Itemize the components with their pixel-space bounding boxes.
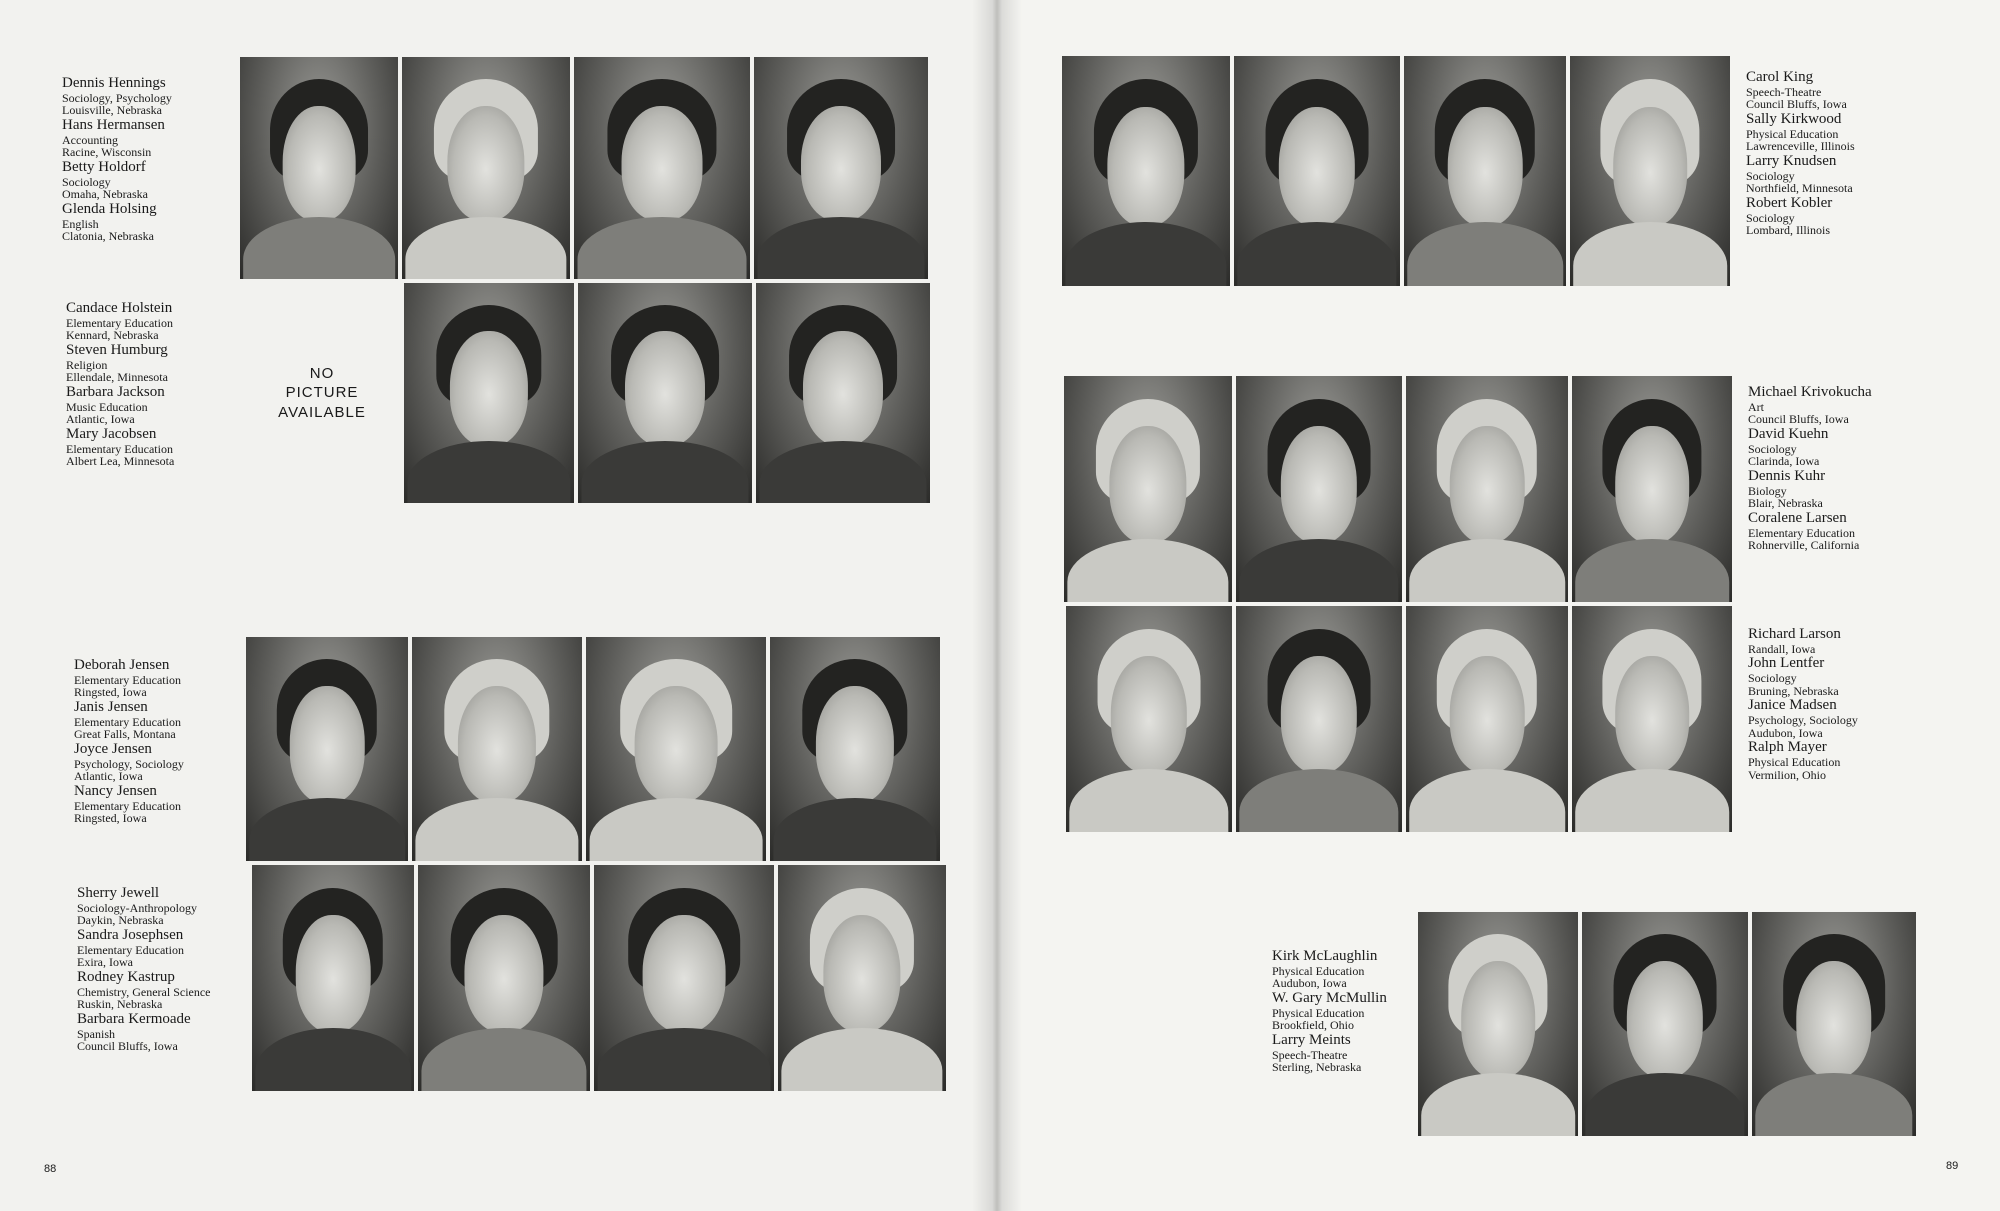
student-entry (74, 742, 184, 783)
student-major: Chemistry, General Science (77, 984, 211, 999)
student-entry (1746, 70, 1855, 111)
portrait-photo (246, 637, 408, 861)
student-name: John Lentfer (1748, 655, 1825, 672)
student-entry (77, 886, 211, 927)
student-hometown: Audubon, Iowa (1748, 725, 1823, 740)
portrait-photo (574, 57, 750, 279)
student-entry (1748, 427, 1872, 468)
student-hometown: Kennard, Nebraska (66, 328, 159, 343)
student-entry (1746, 112, 1855, 153)
student-hometown: Randall, Iowa (1748, 641, 1816, 656)
student-entry (1748, 385, 1872, 426)
student-name: Steven Humburg (66, 341, 168, 358)
student-hometown: Racine, Wisconsin (62, 145, 152, 160)
student-name: Ralph Mayer (1748, 739, 1827, 756)
portrait-photo (240, 57, 398, 279)
student-name: Betty Holdorf (62, 158, 146, 175)
student-hometown: Clatonia, Nebraska (62, 229, 154, 244)
student-name: Dennis Kuhr (1748, 467, 1826, 484)
student-hometown: Louisville, Nebraska (62, 103, 162, 118)
portrait-photo (418, 865, 590, 1091)
portrait-photo (1570, 56, 1730, 286)
student-hometown: Daykin, Nebraska (77, 913, 164, 928)
portrait-photo (770, 637, 940, 861)
student-major: Physical Education (1746, 126, 1839, 141)
student-hometown: Exira, Iowa (77, 955, 133, 970)
student-name: Joyce Jensen (74, 740, 152, 757)
caption-group-1 (62, 76, 172, 244)
portrait-photo (1062, 56, 1230, 286)
student-major: Religion (66, 357, 108, 372)
student-major: Sociology (62, 174, 111, 189)
student-entry (1272, 1033, 1387, 1074)
portrait-photo (578, 283, 752, 503)
student-entry (77, 928, 211, 969)
caption-group-3 (74, 658, 184, 826)
student-major: Elementary Education (77, 942, 184, 957)
student-major: English (62, 216, 99, 231)
student-name: Richard Larson (1748, 626, 1841, 642)
no-picture-line3: AVAILABLE (278, 403, 366, 421)
student-major: Spanish (77, 1026, 116, 1041)
portrait-photo (1572, 606, 1732, 832)
student-major: Elementary Education (1748, 525, 1855, 540)
student-major: Music Education (66, 399, 148, 414)
portrait-photo (412, 637, 582, 861)
portrait-photo (586, 637, 766, 861)
student-name: Robert Kobler (1746, 194, 1833, 211)
book-gutter (972, 0, 1022, 1211)
student-name: Larry Knudsen (1746, 152, 1837, 169)
student-name: Janis Jensen (74, 698, 148, 715)
student-name: W. Gary McMullin (1272, 989, 1387, 1006)
student-name: Glenda Holsing (62, 200, 157, 217)
student-hometown: Ringsted, Iowa (74, 685, 147, 700)
student-name: Rodney Kastrup (77, 968, 175, 985)
portrait-photo (1418, 912, 1578, 1136)
student-hometown: Vermilion, Ohio (1748, 767, 1826, 782)
student-major: Art (1748, 399, 1764, 414)
caption-group-5 (1746, 70, 1855, 238)
student-major: Sociology (1746, 210, 1795, 225)
student-entry (1748, 740, 1858, 781)
student-major: Sociology (1746, 168, 1795, 183)
student-hometown: Blair, Nebraska (1748, 496, 1823, 511)
student-entry (1748, 469, 1872, 510)
portrait-photo (756, 283, 930, 503)
student-entry (66, 385, 174, 426)
caption-group-2 (66, 301, 174, 469)
student-major: Speech-Theatre (1272, 1047, 1348, 1062)
portrait-photo (778, 865, 946, 1091)
student-major: Psychology, Sociology (74, 756, 184, 771)
portrait-photo (594, 865, 774, 1091)
student-name: Hans Hermansen (62, 116, 165, 133)
portrait-photo (1404, 56, 1566, 286)
student-major: Psychology, Sociology (1748, 713, 1858, 728)
student-major: Elementary Education (66, 315, 173, 330)
portrait-photo (404, 283, 574, 503)
student-major: Physical Education (1272, 1005, 1365, 1020)
student-entry (77, 1012, 211, 1053)
student-major: Speech-Theatre (1746, 84, 1822, 99)
student-hometown: Clarinda, Iowa (1748, 454, 1820, 469)
student-entry (62, 202, 172, 243)
student-entry (62, 76, 172, 117)
student-name: Barbara Jackson (66, 383, 165, 400)
caption-group-6 (1748, 385, 1872, 553)
student-hometown: Great Falls, Montana (74, 727, 176, 742)
no-picture-line2: PICTURE (285, 384, 359, 402)
student-entry (1748, 627, 1858, 655)
student-entry (62, 118, 172, 159)
student-hometown: Albert Lea, Minnesota (66, 454, 175, 469)
student-major: Elementary Education (74, 798, 181, 813)
student-major: Accounting (62, 132, 118, 147)
portrait-photo (1236, 606, 1402, 832)
portrait-photo (1066, 606, 1232, 832)
student-name: Sally Kirkwood (1746, 110, 1842, 127)
student-hometown: Council Bluffs, Iowa (1746, 97, 1847, 112)
portrait-photo (1572, 376, 1732, 602)
student-name: Carol King (1746, 69, 1814, 85)
student-name: Dennis Hennings (62, 75, 166, 91)
student-name: Barbara Kermoade (77, 1010, 191, 1027)
student-hometown: Lawrenceville, Illinois (1746, 139, 1855, 154)
caption-group-7 (1748, 627, 1858, 782)
student-name: Candace Holstein (66, 300, 173, 316)
portrait-photo (1582, 912, 1748, 1136)
student-entry (74, 658, 184, 699)
student-hometown: Council Bluffs, Iowa (1748, 412, 1849, 427)
student-major: Biology (1748, 483, 1787, 498)
student-major: Elementary Education (74, 714, 181, 729)
student-name: Kirk McLaughlin (1272, 948, 1378, 964)
student-name: Mary Jacobsen (66, 425, 157, 442)
student-name: Nancy Jensen (74, 782, 157, 799)
student-hometown: Omaha, Nebraska (62, 187, 148, 202)
student-entry (66, 301, 174, 342)
student-hometown: Brookfield, Ohio (1272, 1018, 1354, 1033)
student-entry (74, 700, 184, 741)
student-hometown: Ellendale, Minnesota (66, 370, 168, 385)
portrait-photo (1236, 376, 1402, 602)
page-number-left: 88 (44, 1163, 57, 1175)
student-hometown: Atlantic, Iowa (66, 412, 135, 427)
student-major: Sociology, Psychology (62, 90, 172, 105)
portrait-photo (1752, 912, 1916, 1136)
student-major: Elementary Education (66, 441, 173, 456)
student-major: Physical Education (1272, 963, 1365, 978)
caption-group-4 (77, 886, 211, 1054)
student-hometown: Atlantic, Iowa (74, 769, 143, 784)
caption-group-8 (1272, 949, 1387, 1075)
student-name: Sandra Josephsen (77, 926, 184, 943)
portrait-photo (1234, 56, 1400, 286)
student-entry (77, 970, 211, 1011)
student-entry (1746, 154, 1855, 195)
student-name: David Kuehn (1748, 425, 1829, 442)
student-major: Sociology (1748, 671, 1797, 686)
student-major: Sociology (1748, 441, 1797, 456)
student-name: Janice Madsen (1748, 697, 1837, 714)
portrait-photo (252, 865, 414, 1091)
student-hometown: Audubon, Iowa (1272, 976, 1347, 991)
student-hometown: Ruskin, Nebraska (77, 997, 163, 1012)
student-name: Sherry Jewell (77, 885, 160, 901)
portrait-photo (1406, 606, 1568, 832)
student-hometown: Lombard, Illinois (1746, 223, 1830, 238)
student-major: Physical Education (1748, 754, 1841, 769)
student-hometown: Sterling, Nebraska (1272, 1060, 1362, 1075)
portrait-photo (1064, 376, 1232, 602)
student-entry (66, 343, 174, 384)
portrait-photo (1406, 376, 1568, 602)
student-name: Michael Krivokucha (1748, 384, 1872, 400)
student-major: Sociology-Anthropology (77, 900, 197, 915)
student-entry (1272, 991, 1387, 1032)
student-entry (1746, 196, 1855, 237)
student-name: Larry Meints (1272, 1031, 1351, 1048)
student-major: Elementary Education (74, 672, 181, 687)
student-name: Deborah Jensen (74, 657, 170, 673)
student-hometown: Northfield, Minnesota (1746, 181, 1853, 196)
student-entry (74, 784, 184, 825)
student-entry (66, 427, 174, 468)
student-hometown: Council Bluffs, Iowa (77, 1039, 178, 1054)
student-entry (1272, 949, 1387, 990)
portrait-photo (402, 57, 570, 279)
no-picture-line1: NO (309, 364, 335, 382)
student-hometown: Ringsted, Iowa (74, 811, 147, 826)
student-entry (1748, 656, 1858, 697)
student-entry (1748, 511, 1872, 552)
student-entry (1748, 698, 1858, 739)
no-picture-placeholder (244, 283, 400, 503)
portrait-photo (754, 57, 928, 279)
student-entry (62, 160, 172, 201)
student-hometown: Rohnerville, California (1748, 538, 1860, 553)
student-name: Coralene Larsen (1748, 509, 1847, 526)
student-hometown: Bruning, Nebraska (1748, 683, 1839, 698)
page-number-right: 89 (1946, 1160, 1959, 1172)
